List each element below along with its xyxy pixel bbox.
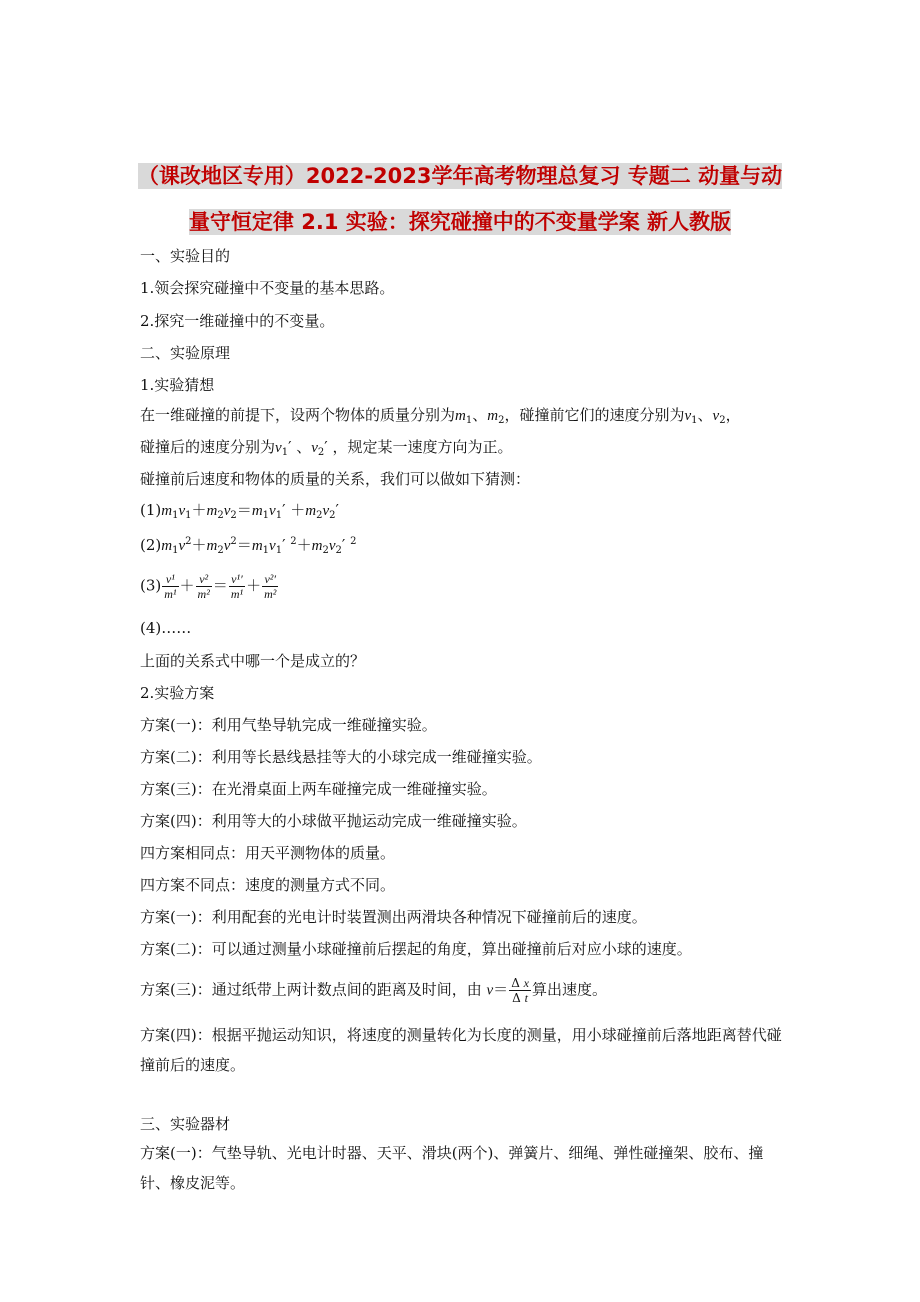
section-heading: 二、实验原理 bbox=[140, 344, 231, 362]
paragraph: 方案(四)：利用等大的小球做平抛运动完成一维碰撞实验。 bbox=[140, 812, 527, 830]
section-heading: 一、实验目的 bbox=[140, 247, 231, 265]
paragraph: 在一维碰撞的前提下，设两个物体的质量分别为$m_1$、$m_2$，碰撞前它们的速度分别为$v_1$、$v_2$， bbox=[140, 406, 741, 426]
paragraph: 方案(四)：根据平抛运动知识，将速度的测量转化为长度的测量，用小球碰撞前后落地距离替代碰撞前后的速度。 bbox=[140, 1026, 782, 1074]
title-line-2: 量守恒定律 2.1 实验：探究碰撞中的不变量学案 新人教版 bbox=[188, 210, 732, 234]
paragraph: 四方案不同点：速度的测量方式不同。 bbox=[140, 876, 396, 894]
paragraph: 方案(二)：利用等长悬线悬挂等大的小球完成一维碰撞实验。 bbox=[140, 748, 542, 766]
paragraph: 碰撞后的速度分别为$v_1'$ 、$v_2'$ ，规定某一速度方向为正。 bbox=[140, 438, 513, 458]
paragraph: 方案(一)：利用气垫导轨完成一维碰撞实验。 bbox=[140, 716, 437, 734]
paragraph: 2.探究一维碰撞中的不变量。 bbox=[140, 312, 335, 330]
paragraph: 方案(一)：气垫导轨、光电计时器、天平、滑块(两个)、弹簧片、细绳、弹性碰撞架、胶布、撞针、橡皮泥等。 bbox=[140, 1144, 764, 1192]
paragraph: 上面的关系式中哪一个是成立的？ bbox=[140, 652, 366, 670]
paragraph: 方案(一)：利用配套的光电计时装置测出两滑块各种情况下碰撞前后的速度。 bbox=[140, 908, 647, 926]
paragraph: 2.实验方案 bbox=[140, 684, 215, 702]
paragraph: 1.实验猜想 bbox=[140, 376, 215, 394]
formula-4: (4)…… bbox=[140, 619, 192, 637]
paragraph: 四方案相同点：用天平测物体的质量。 bbox=[140, 844, 396, 862]
title-line-1: （课改地区专用）2022-2023学年高考物理总复习 专题二 动量与动 bbox=[137, 164, 783, 188]
formula-1: $(1)m_1v_1+m_2v_2=m_1v_1' +m_2v_2'$ bbox=[140, 501, 339, 521]
formula-2: $(2)m_1v^2+m_2v^2=m_1v_1'$ $^2+m_2v_2'$ $^2$ bbox=[140, 536, 357, 556]
section-heading: 三、实验器材 bbox=[140, 1115, 231, 1133]
paragraph: 1.领会探究碰撞中不变量的基本思路。 bbox=[140, 279, 395, 297]
paragraph: 方案(三)：在光滑桌面上两车碰撞完成一维碰撞实验。 bbox=[140, 780, 497, 798]
paragraph: 碰撞前后速度和物体的质量的关系，我们可以做如下猜测： bbox=[140, 470, 531, 488]
paragraph: 方案(二)：可以通过测量小球碰撞前后摆起的角度，算出碰撞前后对应小球的速度。 bbox=[140, 940, 692, 958]
formula-3: (3) $\frac{\text{v¹}}{\text{m¹}}$ ＋ $\frac{\text{v²}}{\text{m²}}$ ＝ $\frac{\text{v¹′}}{\text{m¹}}$ ＋ $\frac{\text{v²′}}{\text{m²}}$ bbox=[140, 572, 277, 601]
paragraph: 方案(三)：通过纸带上两计数点间的距离及时间，由 v＝ $\frac{\text{Δ x}}{\text{Δ t}}$ 算出速度。 bbox=[140, 976, 608, 1005]
